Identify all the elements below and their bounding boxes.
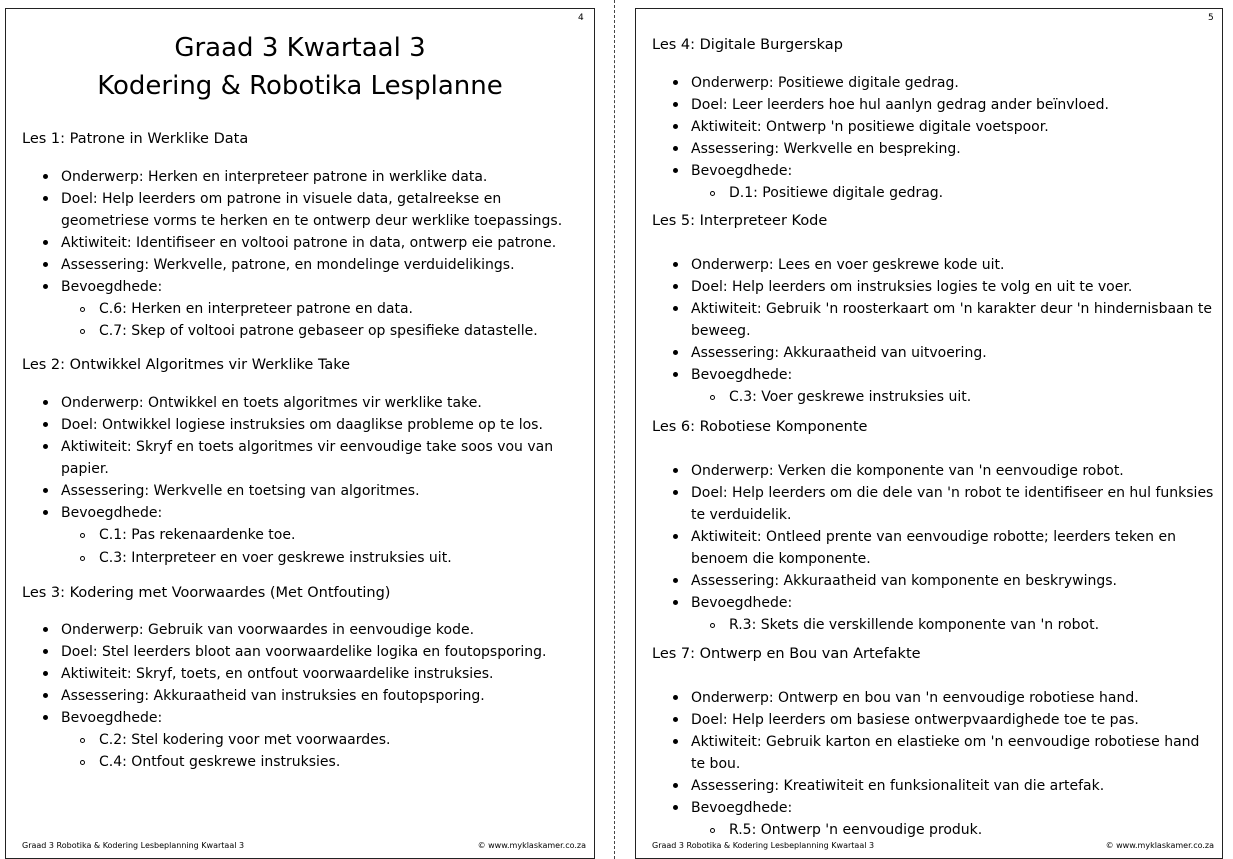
bullet-item xyxy=(691,797,1216,819)
bullet-icon xyxy=(43,488,48,493)
bullet-text: Bevoegdhede: xyxy=(61,279,163,295)
competency-item xyxy=(99,524,295,546)
bullet-item xyxy=(691,526,1216,570)
bullet-text: Onderwerp: Ontwikkel en toets algoritmes vir werklike take. xyxy=(61,395,482,411)
bullet-item xyxy=(691,687,1216,709)
document-title-line1: Graad 3 Kwartaal 3 xyxy=(174,33,426,63)
bullet-text: Onderwerp: Gebruik van voorwaardes in eenvoudige kode. xyxy=(61,622,475,638)
bullet-item xyxy=(61,436,581,480)
bullet-text: Aktiwiteit: Gebruik karton en elastieke om 'n eenvoudige robotiese hand te bou. xyxy=(691,734,1200,772)
bullet-text: Doel: Help leerders om die dele van 'n robot te identifiseer en hul funksies te verduidelik. xyxy=(691,485,1214,523)
bullet-text: Assessering: Werkvelle, patrone, en mondelinge verduidelikings. xyxy=(61,257,515,273)
bullet-item xyxy=(691,160,1216,182)
bullet-item xyxy=(61,392,581,414)
bullet-text: Assessering: Werkvelle en bespreking. xyxy=(691,141,961,157)
bullet-icon xyxy=(673,350,678,355)
bullet-icon xyxy=(43,649,48,654)
footer-label: Graad 3 Robotika & Kodering Lesbeplanning Kwartaal 3 xyxy=(652,841,875,850)
bullet-item xyxy=(691,570,1216,592)
bullet-text: Aktiwiteit: Ontwerp 'n positiewe digitale voetspoor. xyxy=(691,119,1049,135)
page-number: 4 xyxy=(578,13,584,23)
page-right xyxy=(635,8,1223,859)
bullet-text: Bevoegdhede: xyxy=(691,595,793,611)
bullet-item xyxy=(61,232,581,254)
bullet-text: Doel: Help leerders om patrone in visuele data, getalreekse en geometriese vorms te herken en te ontwerp deur werklike toepassings. xyxy=(61,191,563,229)
competency-item xyxy=(729,819,982,841)
bullet-text: Onderwerp: Lees en voer geskrewe kode uit. xyxy=(691,257,1005,273)
bullet-icon xyxy=(673,717,678,722)
lesson-heading: Les 2: Ontwikkel Algoritmes vir Werklike Take xyxy=(22,357,351,373)
competency-item xyxy=(729,182,943,204)
bullet-icon xyxy=(673,284,678,289)
bullet-text: Aktiwiteit: Gebruik 'n roosterkaart om 'n karakter deur 'n hindernisbaan te beweeg. xyxy=(691,301,1213,339)
bullet-text: Onderwerp: Herken en interpreteer patrone in werklike data. xyxy=(61,169,488,185)
bullet-icon xyxy=(43,627,48,632)
bullet-text: Bevoegdhede: xyxy=(61,710,163,726)
competency-item xyxy=(99,320,538,342)
bullet-icon xyxy=(43,284,48,289)
bullet-icon xyxy=(673,468,678,473)
competency-text: C.7: Skep of voltooi patrone gebaseer op spesifieke datastelle. xyxy=(99,323,538,339)
bullet-item xyxy=(61,414,581,436)
bullet-icon xyxy=(43,671,48,676)
circle-bullet-icon xyxy=(80,556,85,561)
competency-item xyxy=(99,298,413,320)
bullet-text: Doel: Help leerders om instruksies logies te volg en uit te voer. xyxy=(691,279,1133,295)
bullet-item xyxy=(691,72,1216,94)
competency-text: R.3: Skets die verskillende komponente van 'n robot. xyxy=(729,617,1100,633)
bullet-item xyxy=(61,276,581,298)
bullet-item xyxy=(61,188,581,232)
bullet-item xyxy=(691,460,1216,482)
bullet-icon xyxy=(673,146,678,151)
bullet-text: Aktiwiteit: Skryf en toets algoritmes vir eenvoudige take soos vou van papier. xyxy=(61,439,554,477)
bullet-text: Assessering: Kreatiwiteit en funksionaliteit van die artefak. xyxy=(691,778,1105,794)
bullet-item xyxy=(691,592,1216,614)
bullet-item xyxy=(61,663,581,685)
bullet-item xyxy=(691,482,1216,526)
bullet-item xyxy=(61,480,581,502)
document-title-line2: Kodering & Robotika Lesplanne xyxy=(97,71,503,101)
bullet-icon xyxy=(673,102,678,107)
bullet-text: Bevoegdhede: xyxy=(61,505,163,521)
competency-text: C.3: Interpreteer en voer geskrewe instruksies uit. xyxy=(99,550,452,566)
bullet-item xyxy=(61,685,581,707)
page-divider xyxy=(614,0,615,859)
competency-text: C.2: Stel kodering voor met voorwaardes. xyxy=(99,732,391,748)
competency-item xyxy=(99,729,391,751)
bullet-item xyxy=(61,619,581,641)
competency-item xyxy=(99,751,340,773)
circle-bullet-icon xyxy=(710,191,715,196)
bullet-icon xyxy=(43,174,48,179)
circle-bullet-icon xyxy=(710,828,715,833)
bullet-text: Bevoegdhede: xyxy=(691,367,793,383)
bullet-item xyxy=(61,254,581,276)
bullet-text: Aktiwiteit: Skryf, toets, en ontfout voorwaardelike instruksies. xyxy=(61,666,494,682)
bullet-item xyxy=(691,709,1216,731)
bullet-item xyxy=(691,276,1216,298)
bullet-icon xyxy=(673,600,678,605)
bullet-text: Bevoegdhede: xyxy=(691,800,793,816)
bullet-text: Assessering: Akkuraatheid van komponente en beskrywings. xyxy=(691,573,1117,589)
footer-copyright: © www.myklaskamer.co.za xyxy=(477,841,586,850)
bullet-icon xyxy=(673,262,678,267)
bullet-item xyxy=(691,138,1216,160)
footer-label: Graad 3 Robotika & Kodering Lesbeplanning Kwartaal 3 xyxy=(22,841,245,850)
competency-text: C.4: Ontfout geskrewe instruksies. xyxy=(99,754,341,770)
bullet-text: Doel: Help leerders om basiese ontwerpvaardighede toe te pas. xyxy=(691,712,1139,728)
competency-item xyxy=(729,614,1099,636)
bullet-icon xyxy=(673,490,678,495)
circle-bullet-icon xyxy=(80,307,85,312)
bullet-text: Assessering: Werkvelle en toetsing van algoritmes. xyxy=(61,483,420,499)
bullet-icon xyxy=(43,693,48,698)
bullet-icon xyxy=(673,124,678,129)
bullet-icon xyxy=(673,306,678,311)
bullet-item xyxy=(691,731,1216,775)
competency-text: C.1: Pas rekenaardenke toe. xyxy=(99,527,296,543)
bullet-item xyxy=(691,94,1216,116)
bullet-text: Assessering: Akkuraatheid van uitvoering. xyxy=(691,345,987,361)
competency-text: C.6: Herken en interpreteer patrone en data. xyxy=(99,301,413,317)
bullet-icon xyxy=(43,400,48,405)
competency-text: D.1: Positiewe digitale gedrag. xyxy=(729,185,944,201)
competency-item xyxy=(729,386,971,408)
bullet-text: Aktiwiteit: Identifiseer en voltooi patrone in data, ontwerp eie patrone. xyxy=(61,235,557,251)
bullet-icon xyxy=(673,805,678,810)
circle-bullet-icon xyxy=(80,533,85,538)
competency-item xyxy=(99,547,452,569)
competency-text: R.5: Ontwerp 'n eenvoudige produk. xyxy=(729,822,983,838)
lesson-heading: Les 1: Patrone in Werklike Data xyxy=(22,131,249,147)
bullet-icon xyxy=(673,372,678,377)
lesson-heading: Les 5: Interpreteer Kode xyxy=(652,213,828,229)
lesson-heading: Les 6: Robotiese Komponente xyxy=(652,419,868,435)
lesson-heading: Les 3: Kodering met Voorwaardes (Met Ontfouting) xyxy=(22,585,391,601)
bullet-text: Onderwerp: Positiewe digitale gedrag. xyxy=(691,75,959,91)
bullet-icon xyxy=(43,444,48,449)
bullet-text: Doel: Stel leerders bloot aan voorwaardelike logika en foutopsporing. xyxy=(61,644,547,660)
bullet-icon xyxy=(43,422,48,427)
bullet-item xyxy=(61,707,581,729)
lesson-heading: Les 7: Ontwerp en Bou van Artefakte xyxy=(652,646,921,662)
bullet-text: Doel: Leer leerders hoe hul aanlyn gedrag ander beïnvloed. xyxy=(691,97,1109,113)
bullet-item xyxy=(61,641,581,663)
bullet-text: Onderwerp: Ontwerp en bou van 'n eenvoudige robotiese hand. xyxy=(691,690,1139,706)
bullet-item xyxy=(61,166,581,188)
bullet-icon xyxy=(673,695,678,700)
bullet-item xyxy=(691,342,1216,364)
bullet-icon xyxy=(43,715,48,720)
bullet-icon xyxy=(673,80,678,85)
bullet-icon xyxy=(673,783,678,788)
bullet-icon xyxy=(673,534,678,539)
bullet-text: Onderwerp: Verken die komponente van 'n eenvoudige robot. xyxy=(691,463,1124,479)
bullet-text: Bevoegdhede: xyxy=(691,163,793,179)
bullet-icon xyxy=(43,196,48,201)
bullet-item xyxy=(691,116,1216,138)
bullet-icon xyxy=(43,262,48,267)
bullet-icon xyxy=(43,240,48,245)
page-left xyxy=(5,8,595,859)
circle-bullet-icon xyxy=(80,738,85,743)
lesson-heading: Les 4: Digitale Burgerskap xyxy=(652,37,843,53)
page-number: 5 xyxy=(1208,13,1214,23)
bullet-text: Aktiwiteit: Ontleed prente van eenvoudige robotte; leerders teken en benoem die komponente. xyxy=(691,529,1176,567)
bullet-icon xyxy=(673,168,678,173)
bullet-item xyxy=(691,298,1216,342)
bullet-icon xyxy=(673,739,678,744)
bullet-item xyxy=(691,775,1216,797)
bullet-item xyxy=(691,254,1216,276)
bullet-icon xyxy=(673,578,678,583)
bullet-item xyxy=(691,364,1216,386)
circle-bullet-icon xyxy=(80,760,85,765)
circle-bullet-icon xyxy=(710,395,715,400)
circle-bullet-icon xyxy=(710,623,715,628)
bullet-icon xyxy=(43,510,48,515)
bullet-item xyxy=(61,502,581,524)
circle-bullet-icon xyxy=(80,329,85,334)
bullet-text: Assessering: Akkuraatheid van instruksies en foutopsporing. xyxy=(61,688,485,704)
footer-copyright: © www.myklaskamer.co.za xyxy=(1105,841,1214,850)
bullet-text: Doel: Ontwikkel logiese instruksies om daaglikse probleme op te los. xyxy=(61,417,543,433)
competency-text: C.3: Voer geskrewe instruksies uit. xyxy=(729,389,972,405)
